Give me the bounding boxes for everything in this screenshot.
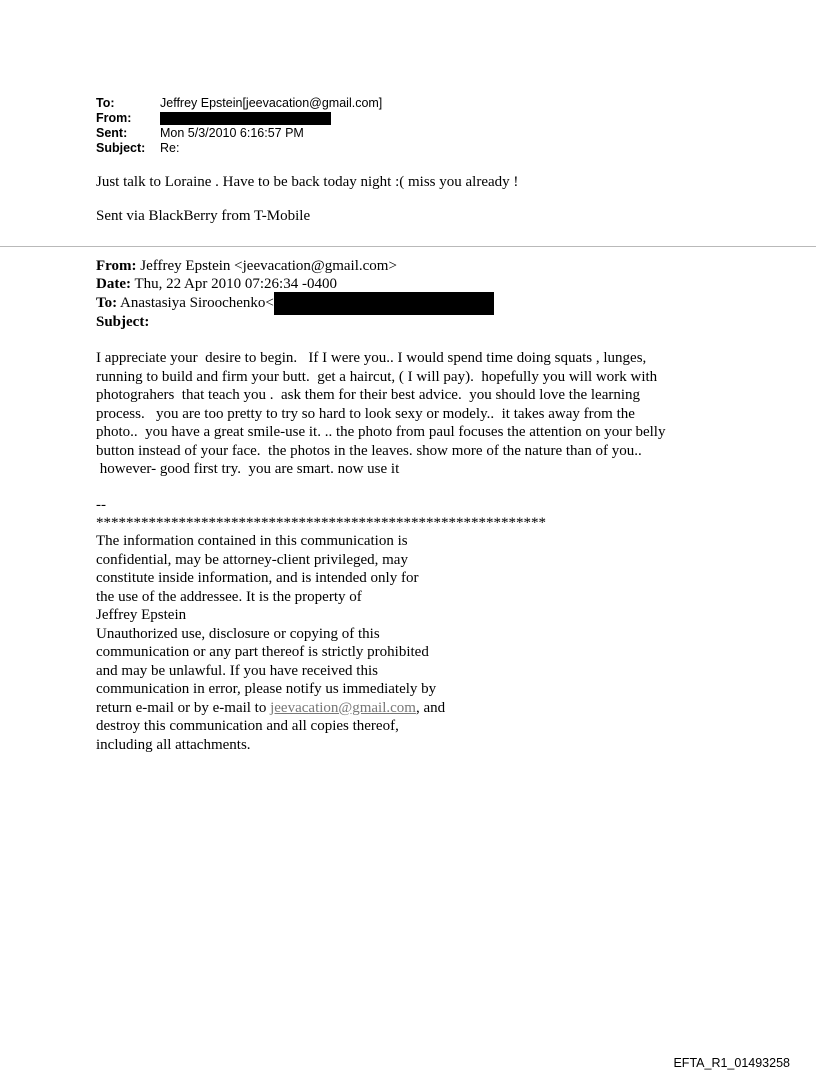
to-value: Jeffrey Epstein[jeevacation@gmail.com] bbox=[160, 96, 383, 110]
disclaimer-line: and may be unlawful. If you have received this bbox=[96, 662, 378, 679]
signature-dashes: -- bbox=[96, 497, 106, 513]
subject-label: Subject: bbox=[96, 141, 146, 155]
header-subject-row bbox=[96, 141, 179, 155]
disclaimer-return-line bbox=[96, 699, 445, 718]
disclaimer-line: communication or any part thereof is strictly prohibited bbox=[96, 644, 429, 660]
quoted-to-label: To: bbox=[96, 295, 118, 311]
disclaimer-line: constitute inside information, and is intended only for bbox=[96, 570, 419, 586]
quoted-body-line: photograhers that teach you . ask them for their best advice. you should love the learning bbox=[96, 387, 641, 403]
divider bbox=[0, 246, 816, 247]
disclaimer-line: communication in error, please notify us immediately by bbox=[96, 681, 437, 697]
subject-value: Re: bbox=[160, 141, 180, 155]
quoted-body-line: process. you are too pretty to try so hard to look sexy or modely.. it takes away from the bbox=[96, 405, 635, 422]
to-label: To: bbox=[96, 96, 115, 110]
quoted-body-line: however- good first try. you are smart. now use it bbox=[96, 461, 400, 477]
quoted-date-row bbox=[96, 275, 337, 294]
quoted-body-line: I appreciate your desire to begin. If I were you.. I would spend time doing squats , lunges, bbox=[96, 350, 647, 366]
disclaimer-line: confidential, may be attorney-client privileged, may bbox=[96, 551, 408, 568]
disclaimer-line: including all attachments. bbox=[96, 736, 251, 753]
quoted-from-value: Jeffrey Epstein <jeevacation@gmail.com> bbox=[136, 258, 397, 274]
sent-label: Sent: bbox=[96, 126, 128, 140]
quoted-from-row bbox=[96, 257, 397, 276]
quoted-subject-label: Subject: bbox=[96, 314, 150, 330]
sent-value: Mon 5/3/2010 6:16:57 PM bbox=[160, 126, 304, 140]
reply-line-2: Sent via BlackBerry from T-Mobile bbox=[96, 208, 311, 224]
quoted-body-line: photo.. you have a great smile-use it. .. the photo from paul focuses the attention on your belly bbox=[96, 424, 666, 440]
quoted-to-row bbox=[96, 294, 494, 315]
quoted-date-label: Date: bbox=[96, 276, 131, 292]
redaction-box bbox=[274, 292, 494, 315]
reply-line-1: Just talk to Loraine . Have to be back today night :( miss you already ! bbox=[96, 174, 519, 190]
document-id: EFTA_R1_01493258 bbox=[673, 1056, 790, 1070]
quoted-body-line: button instead of your face. the photos in the leaves. show more of the nature than of you.. bbox=[96, 442, 642, 459]
disclaimer-line: Unauthorized use, disclosure or copying of this bbox=[96, 625, 380, 642]
header-to-row bbox=[96, 96, 382, 110]
disclaimer-line: The information contained in this communication is bbox=[96, 533, 408, 549]
header-from-row bbox=[96, 111, 331, 125]
disclaimer-line: the use of the addressee. It is the property of bbox=[96, 588, 362, 605]
quoted-subject-row bbox=[96, 313, 149, 332]
header-sent-row bbox=[96, 126, 304, 140]
quoted-date-value: Thu, 22 Apr 2010 07:26:34 -0400 bbox=[130, 276, 337, 292]
signature-stars: ************************************************************ bbox=[96, 515, 546, 531]
email-link[interactable]: jeevacation@gmail.com bbox=[270, 699, 416, 716]
redaction-box bbox=[160, 112, 331, 125]
from-label: From: bbox=[96, 111, 132, 125]
quoted-body-line: running to build and firm your butt. get a haircut, ( I will pay). hopefully you will work with bbox=[96, 368, 658, 385]
return-prefix: return e-mail or by e-mail to bbox=[96, 699, 271, 716]
disclaimer-line: destroy this communication and all copies thereof, bbox=[96, 718, 399, 734]
quoted-to-value: Anastasiya Siroochenko< bbox=[117, 295, 274, 311]
disclaimer-line: Jeffrey Epstein bbox=[96, 607, 187, 623]
return-suffix: , and bbox=[415, 699, 446, 716]
quoted-from-label: From: bbox=[96, 258, 137, 274]
